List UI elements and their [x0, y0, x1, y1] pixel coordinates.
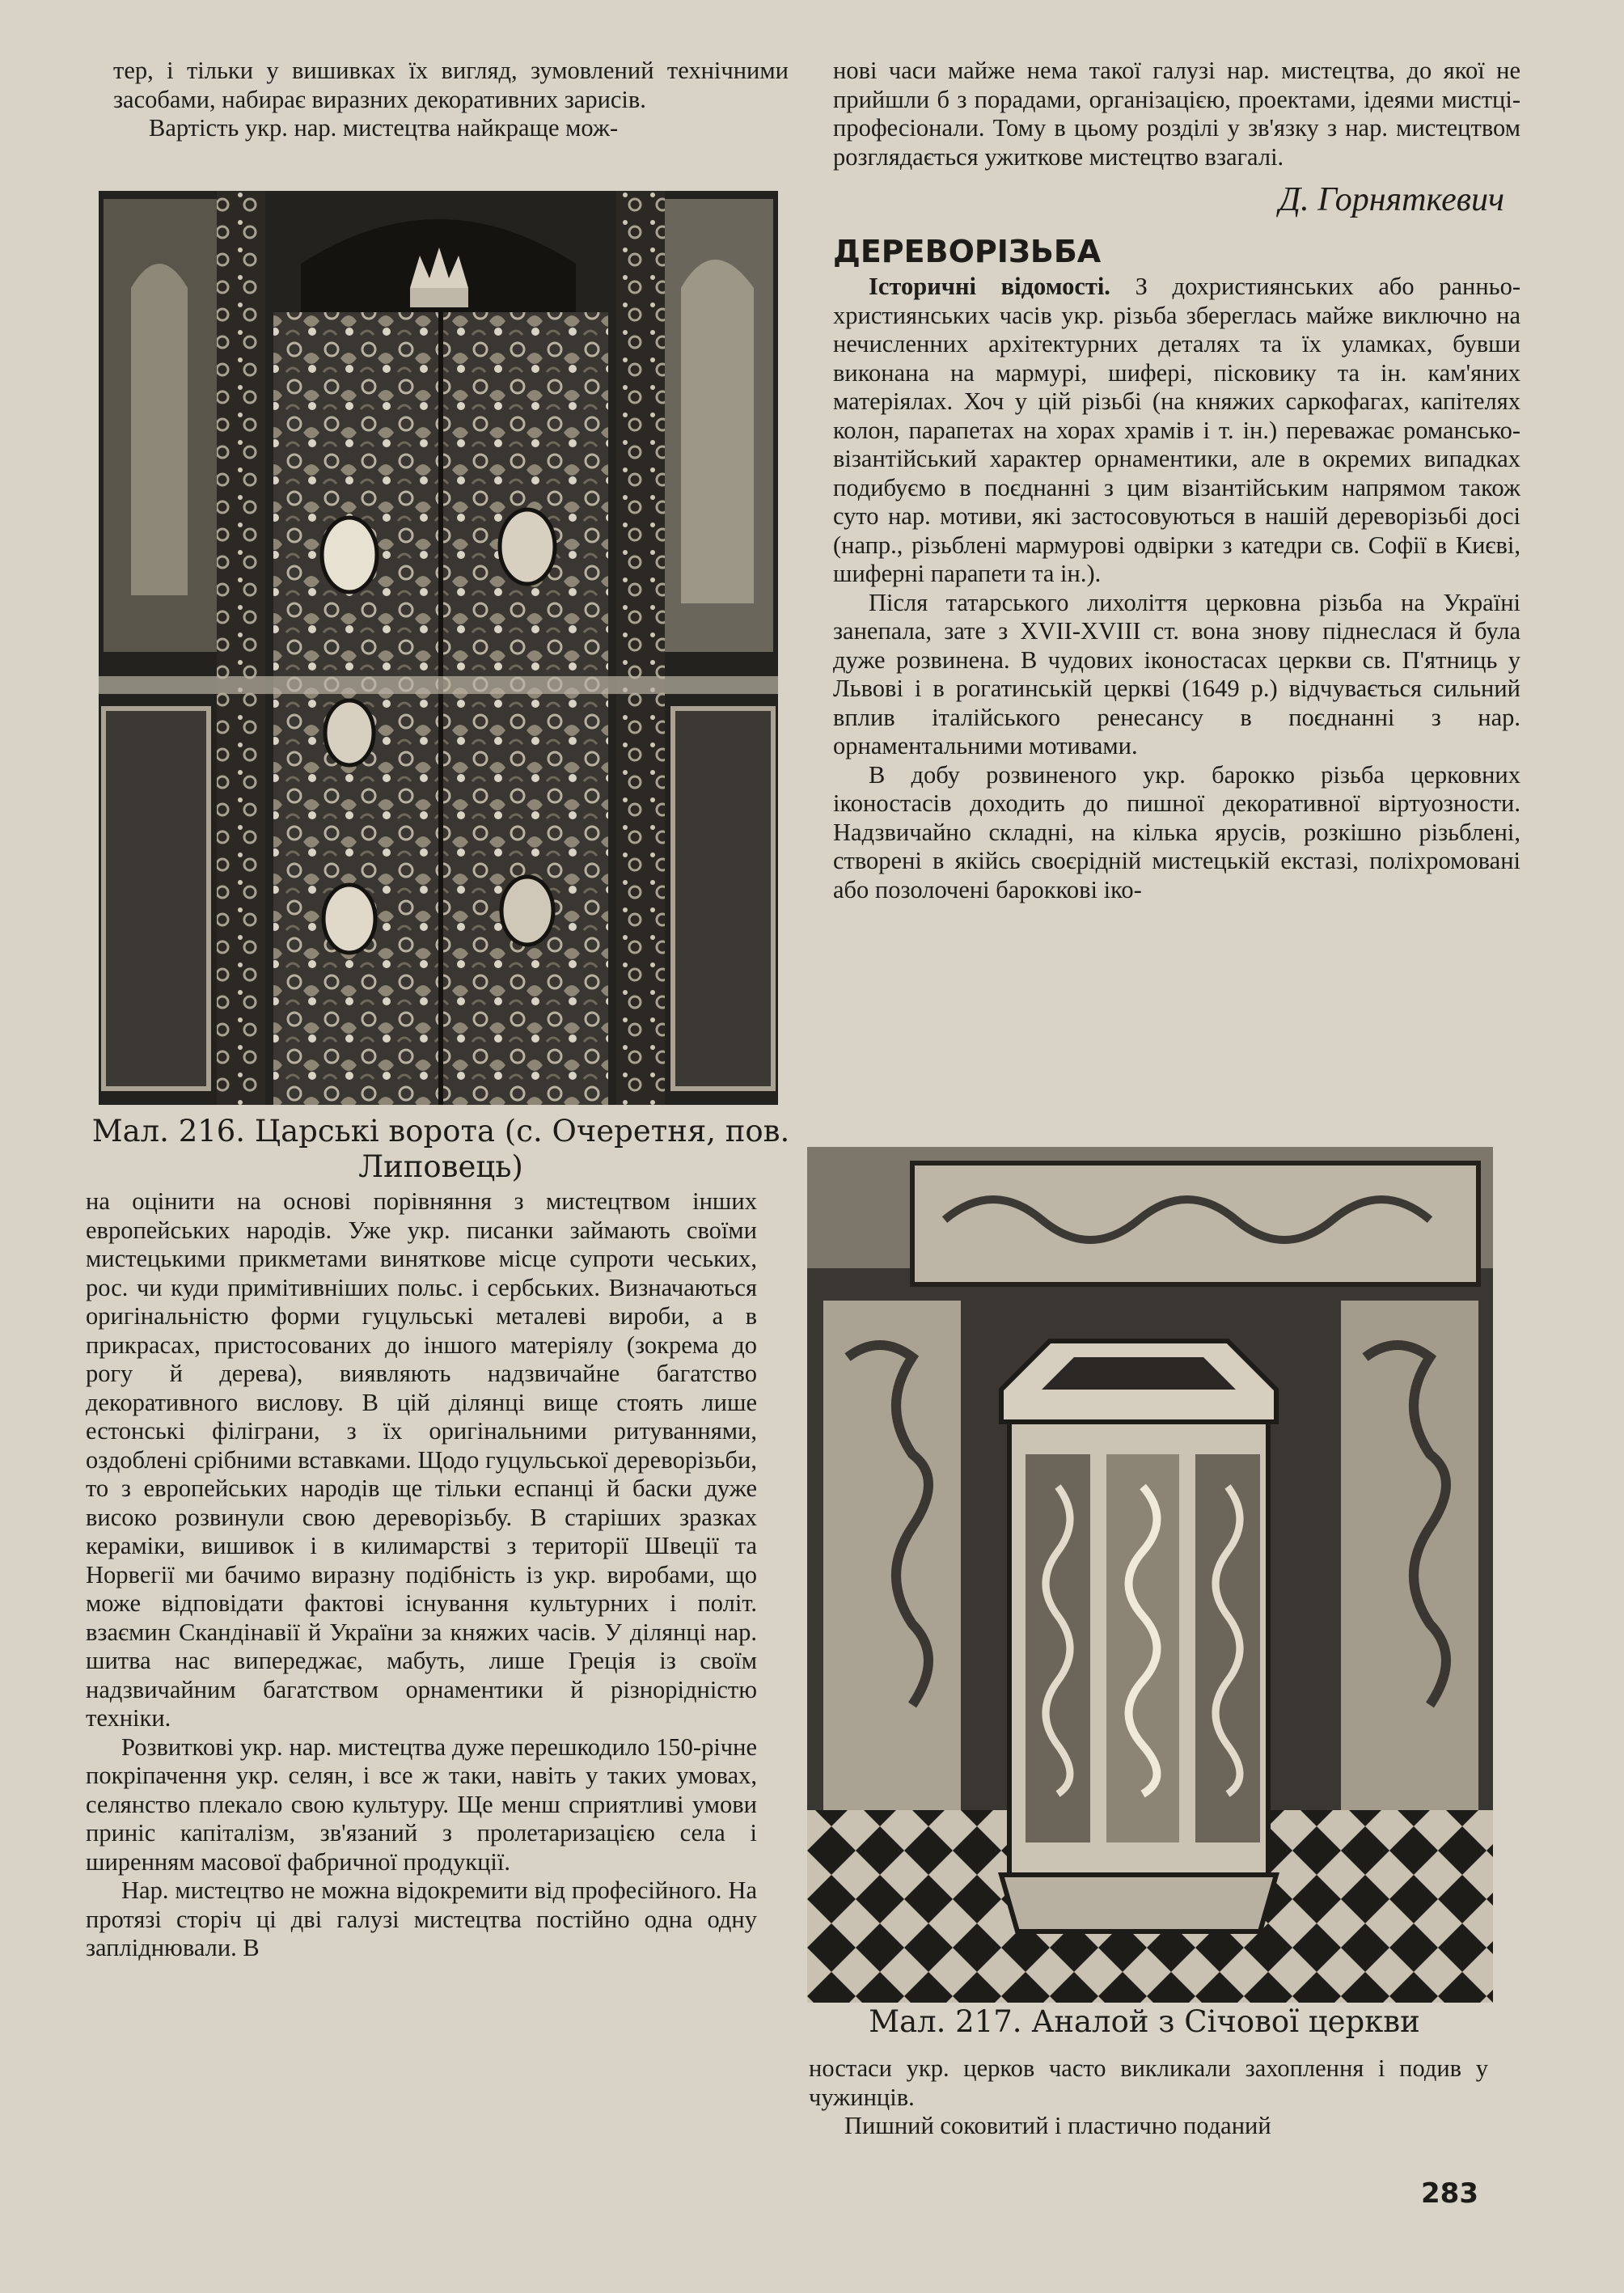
lectern-illustration — [807, 1147, 1493, 2003]
paragraph: В добу розвиненого укр. барокко різьба церковних іконостасів доходить до пишної декоративної віртуозности. Надзвичайно складні, на кілька ярусів, розкішно різьблені, створені в якійсь своєрідній мистецькій екстазі, поліхромовані або позолочені бароккові іко- — [833, 760, 1520, 903]
paragraph: на оцінити на основі порівняння з мистецтвом інших европейських народів. Уже укр. писанки займають своїми мистецькими прикметами виняткове місце супроти чеських, рос. чи куди примітивніших польс. і сербських. Визначаються оригінальністю форми гуцульські металеві вироби, а в прикрасах, пристосованих до іншого матеріялу (зокрема до рогу й дерева), виявляють надзвичайне багатство декоративного вислову. В цій ділянці вище стоять лише естонські філіграни, з їх оригінальними ритуваннями, оздоблені срібними вставками. Щодо гуцульської деревoрізьби, то з европейських народів ще тільки еспанці й баски дуже високо розвинули свою деревoрізьбу. В старіших зразках кераміки, вишивок і в килимарстві з території Швеції та Норвегії ми бачимо виразну подібність із укр. виробами, що може відповідати фактові існування культурних і політ. взаємин Скандінавії й України за княжих часів. У ділянці нар. шитва нас випереджає, мабуть, лише Греція із своїм надзвичайним багатством орнаментики й різнорідністю техніки. — [86, 1187, 757, 1732]
page-number: 283 — [1421, 2177, 1478, 2210]
paragraph: Пишний соковитий і пластично поданий — [844, 2112, 1271, 2139]
runin-heading: Історичні відомості. — [869, 273, 1110, 300]
paragraph: Після татарського лихоліття церковна різьба на Україні занепала, зате з XVII-XVIII ст. вона знову піднеслася й була дуже розвинена. В чудових іконостасах церкви св. П'ятниць у Львові і в рогатинській церкві (1649 р.) відчувається сильний вплив італійського ренесансу в поєднанні з нар. орнаментальними мотивами. — [833, 588, 1520, 759]
paragraph: нові часи майже нема такої галузі нар. мистецтва, до якої не прийшли б з порадами, організацією, проектами, ідеями мистці-професіонали. Тому в цьому розділі у зв'язку з нар. мистецтвом розглядається ужиткове мистецтво взагалі. — [833, 57, 1520, 171]
section-heading: ДЕРЕВОРІЗЬБА — [833, 233, 1102, 269]
royal-doors-illustration — [99, 191, 778, 1105]
figure-216-caption: Мал. 216. Царські ворота (с. Очеретня, пов. Липовець) — [91, 1114, 790, 1184]
paragraph: ностаси укр. церков часто викликали захоплення і подив у чужинців. — [809, 2054, 1488, 2111]
right-column-top — [833, 57, 1520, 904]
paragraph: Розвиткові укр. нар. мистецтва дуже перешкодило 150-річне покріпачення укр. селян, і все ж таки, навіть у таких умовах, селянство плекало свою культуру. Ще менш сприятливі умови приніс капіталізм, зв'язаний з пролетаризацією села і ширенням масової фабричної продукції. — [86, 1732, 757, 1876]
figure-217-lectern-photo — [807, 1147, 1493, 2003]
author-signature: Д. Горняткевич — [1279, 181, 1504, 218]
paragraph: тер, і тільки у вишивках їх вигляд, зумовлений технічними засобами, набирає виразних декоративних зарисів. — [113, 57, 789, 113]
figure-216-royal-doors-photo — [99, 191, 778, 1105]
right-column-bottom — [809, 2054, 1488, 2141]
left-column-bottom — [86, 1187, 757, 1963]
figure-217-caption: Мал. 217. Аналой з Січової церкви — [869, 2004, 1420, 2039]
left-column-top — [113, 57, 789, 143]
paragraph-text: З дохристиянських або ранньо-християнських часів укр. різьба збереглась майже виключно на нечисленних архітектурних деталях та їх уламках, бувши виконана на мармурі, шифері, пісковику та ін. кам'яних матеріялах. Хоч у цій різьбі (на княжих саркофагах, капітелях колон, парапетах на хорах храмів і т. ін.) переважає романсько-візантійський характер орнаментики, але в окремих випадках подибуємо в поєднанні з цим візантійським напрямом також суто нар. мотиви, які застосовуються в нашій деревoрізьбі досі (напр., різьблені мармурові одвірки з катедри св. Софії в Києві, шиферні парапети та ін.). — [833, 273, 1521, 587]
paragraph: Вартість укр. нар. мистецтва найкраще мож- — [149, 114, 619, 142]
paragraph: Нар. мистецтво не можна відокремити від професійного. На протязі сторіч ці дві галузі мистецтва постійно одна одну запліднювали. В — [86, 1876, 757, 1961]
paragraph — [833, 273, 1520, 589]
